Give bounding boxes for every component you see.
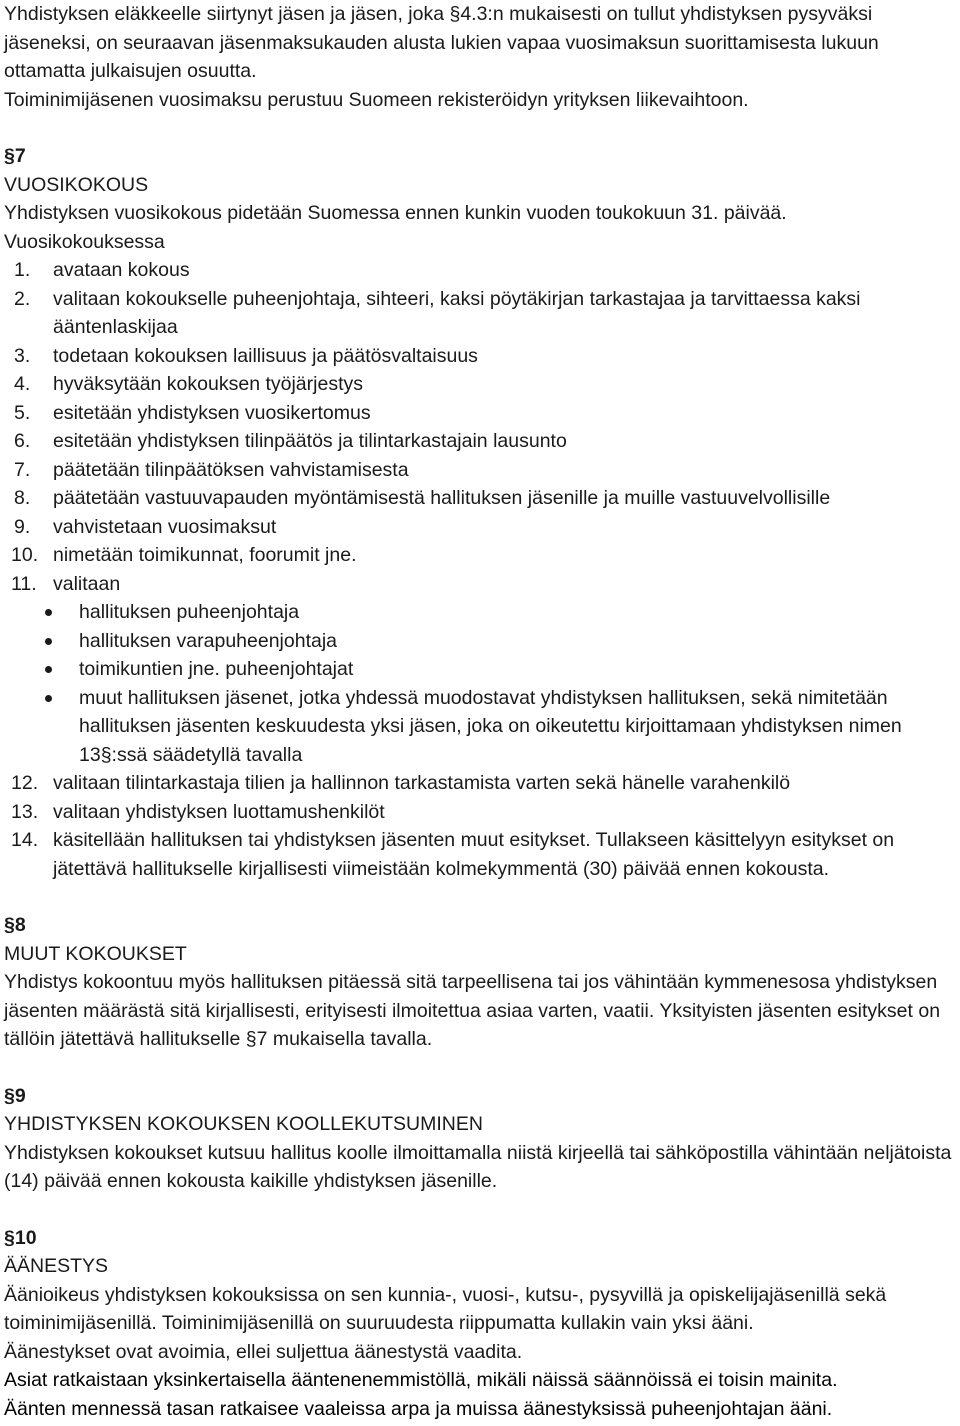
section-number: §9 <box>4 1084 26 1107</box>
item-number: 13. <box>11 800 39 823</box>
agenda-item <box>4 256 956 285</box>
item-text: käsitellään hallituksen tai yhdistyksen jäsenten muut esitykset. Tullakseen käsittelyyn esitykset on jätettävä hallitukselle kirjallisesti viimeistään kolmekymmentä (30) päivää ennen kokousta. <box>53 829 895 880</box>
agenda-list-continued <box>4 769 956 883</box>
section-text: Asiat ratkaistaan yksinkertaisella ääntenenemmistöllä, mikäli näissä säännöissä ei toisin mainita. <box>4 1369 838 1391</box>
item-text: valitaan kokoukselle puheenjohtaja, sihteeri, kaksi pöytäkirjan tarkastajaa ja tarvittaessa kaksi ääntenlaskijaa <box>53 287 861 338</box>
item-text: esitetään yhdistyksen tilinpäätös ja tilintarkastajain lausunto <box>53 430 567 452</box>
agenda-item <box>4 285 956 342</box>
item-text: vahvistetaan vuosimaksut <box>53 515 277 538</box>
bullet-item <box>4 684 956 770</box>
section-9 <box>4 1082 956 1196</box>
section-title: YHDISTYKSEN KOKOUKSEN KOOLLEKUTSUMINEN <box>4 1113 483 1135</box>
agenda-item <box>4 570 956 599</box>
item-number: 14. <box>11 829 39 851</box>
item-text: valitaan <box>53 572 121 595</box>
spacer <box>4 883 956 911</box>
agenda-item <box>4 399 956 428</box>
item-number: 12. <box>11 772 39 794</box>
section-title: MUUT KOKOUKSET <box>4 942 187 965</box>
section-lead: Vuosikokouksessa <box>4 230 165 253</box>
agenda-item <box>4 541 956 570</box>
section-text: Yhdistyksen kokoukset kutsuu hallitus koolle ilmoittamalla niistä kirjeellä tai sähköpostilla vähintään neljätoista (14) päivää ennen kokousta kaikille yhdistyksen jäsenille. <box>4 1141 952 1192</box>
agenda-item <box>4 769 956 798</box>
section-text: Äänten mennessä tasan ratkaisee vaaleissa arpa ja muissa äänestyksissä puheenjohtajan ääni. <box>4 1397 833 1420</box>
item-number: 4. <box>14 373 31 395</box>
bullet-icon <box>45 609 52 616</box>
section-text: Yhdistys kokoontuu myös hallituksen pitäessä sitä tarpeellisena tai jos vähintään kymmenesosa yhdistyksen jäsenten määrästä sitä kirjallisesti, erityisesti ilmoitettua asiaa varten, vaatii. Yksityisten jäsenten esitykset on tällöin jätettävä hallitukselle §7 mukaisella tavalla. <box>4 971 941 1050</box>
item-text: avataan kokous <box>53 259 190 281</box>
section-title: ÄÄNESTYS <box>4 1255 109 1277</box>
item-text: päätetään vastuuvapauden myöntämisestä hallituksen jäsenille ja muille vastuuvelvollisille <box>53 487 831 509</box>
item-number: 11. <box>11 572 37 595</box>
item-text: esitetään yhdistyksen vuosikertomus <box>53 401 371 424</box>
item-number: 9. <box>14 515 31 538</box>
item-text: nimetään toimikunnat, foorumit jne. <box>53 544 357 566</box>
section-8 <box>4 911 956 1054</box>
section-text: Äänioikeus yhdistyksen kokouksissa on sen kunnia-, vuosi-, kutsu-, pysyvillä ja opiskelijajäsenillä sekä toiminimijäsenillä. Toiminimijäsenillä on suuruudesta riippumatta kullakin vain yksi ääni. <box>4 1283 887 1334</box>
agenda-item <box>4 427 956 456</box>
item-number: 3. <box>14 344 31 367</box>
agenda-item <box>4 826 956 883</box>
section-number: §7 <box>4 145 26 167</box>
bullet-text: hallituksen puheenjohtaja <box>79 601 300 623</box>
agenda-item <box>4 798 956 827</box>
item-number: 5. <box>14 401 31 424</box>
item-number: 7. <box>14 458 31 481</box>
bullet-text: hallituksen varapuheenjohtaja <box>79 629 338 652</box>
item-number: 1. <box>14 259 31 281</box>
item-number: 10. <box>11 544 39 566</box>
item-text: valitaan yhdistyksen luottamushenkilöt <box>53 800 385 823</box>
intro-paragraph-2: Toiminimijäsenen vuosimaksu perustuu Suomeen rekisteröidyn yrityksen liikevaihtoon. <box>4 88 749 111</box>
section-10 <box>4 1224 956 1424</box>
section-number: §10 <box>4 1226 37 1249</box>
agenda-item <box>4 342 956 371</box>
bullet-text: muut hallituksen jäsenet, jotka yhdessä muodostavat yhdistyksen hallituksen, sekä nimitetään hallituksen jäsenten keskuudesta yksi jäsen, joka on oikeutettu kirjoittamaan yhdistyksen nimen 13§:ssä säädetyllä tavalla <box>79 686 902 766</box>
section-title: VUOSIKOKOUS <box>4 173 149 196</box>
bullet-icon <box>45 638 52 645</box>
item-number: 8. <box>14 487 31 509</box>
agenda-item <box>4 513 956 542</box>
spacer <box>4 1054 956 1082</box>
agenda-item <box>4 456 956 485</box>
agenda-list <box>4 256 956 598</box>
bullet-text: toimikuntien jne. puheenjohtajat <box>79 658 354 680</box>
agenda-item <box>4 484 956 513</box>
item-text: todetaan kokouksen laillisuus ja päätösvaltaisuus <box>53 344 478 367</box>
bullet-icon <box>45 666 52 673</box>
spacer <box>4 1196 956 1224</box>
bullet-item <box>4 655 956 684</box>
spacer <box>4 114 956 142</box>
agenda-item <box>4 370 956 399</box>
item-text: valitaan tilintarkastaja tilien ja hallinnon tarkastamista varten sekä hänelle varahenkilö <box>53 772 791 794</box>
intro-paragraph: Yhdistyksen eläkkeelle siirtynyt jäsen ja jäsen, joka §4.3:n mukaisesti on tullut yhdistyksen pysyväksi jäseneksi, on seuraavan jäsenmaksukauden alusta lukien vapaa vuosimaksun suorittamisesta lukuun ottamatta julkaisujen osuutta. <box>4 3 879 82</box>
item-text: päätetään tilinpäätöksen vahvistamisesta <box>53 458 409 481</box>
bullet-icon <box>45 695 52 702</box>
section-7 <box>4 142 956 883</box>
bullet-item <box>4 627 956 656</box>
item-text: hyväksytään kokouksen työjärjestys <box>53 373 363 395</box>
item-number: 6. <box>14 430 31 452</box>
section-number: §8 <box>4 914 26 936</box>
item-number: 2. <box>14 287 31 310</box>
section-text: Äänestykset ovat avoimia, ellei suljettua äänestystä vaadita. <box>4 1340 523 1363</box>
bullet-item <box>4 598 956 627</box>
election-bullet-list <box>4 598 956 769</box>
section-text: Yhdistyksen vuosikokous pidetään Suomessa ennen kunkin vuoden toukokuun 31. päivää. <box>4 202 787 224</box>
